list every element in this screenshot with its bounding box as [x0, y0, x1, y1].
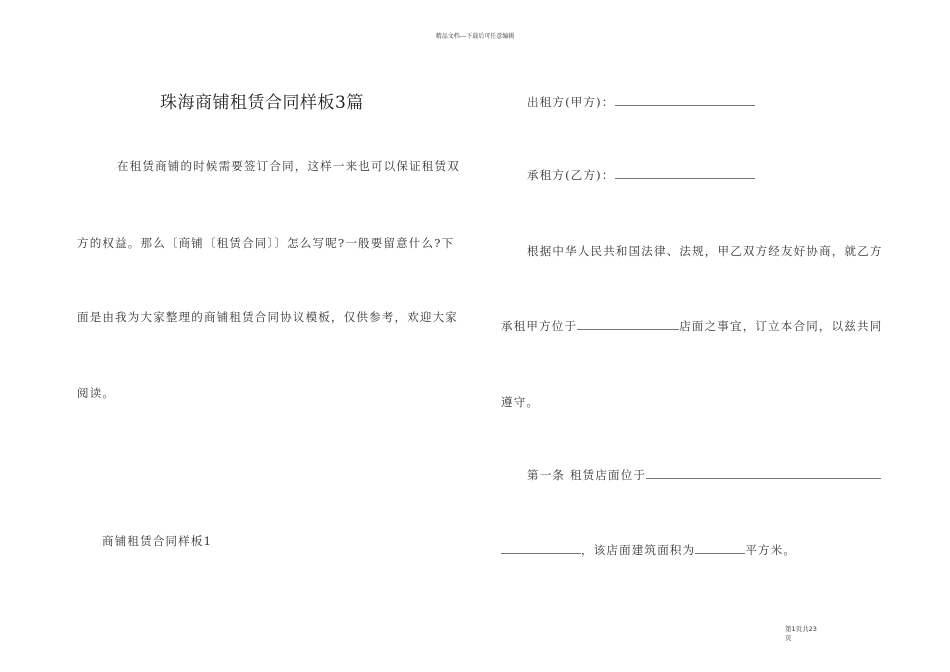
shop-address-blank: [646, 467, 881, 479]
area-unit: 平方米。: [745, 543, 797, 557]
page-number-line-2: 页: [785, 634, 792, 642]
agreement-text-part-a: 承租甲方位于: [501, 319, 578, 333]
lessor-line: [527, 94, 755, 110]
page-number-line-1: 第1页共23: [785, 625, 817, 633]
agreement-paragraph-line-1: 根据中华人民共和国法律、法规，甲乙双方经友好协商，就乙方: [527, 244, 883, 258]
article-one-label: 第一条 租赁店面位于: [527, 468, 647, 482]
shop-address-blank-continued: [501, 542, 581, 554]
area-blank: [695, 542, 745, 554]
intro-paragraph-line-3: 面是由我为大家整理的商铺租赁合同协议模板，仅供参考，欢迎大家: [77, 310, 458, 324]
location-blank: [577, 318, 679, 330]
page-number: [785, 625, 817, 643]
section-heading: 商铺租赁合同样板1: [102, 534, 213, 548]
lessee-label: 承租方(乙方)：: [527, 168, 615, 182]
agreement-text-part-b: 店面之事宜，订立本合同，以兹共同: [679, 319, 883, 333]
lessor-label: 出租方(甲方)：: [527, 95, 615, 109]
lessor-blank: [615, 94, 755, 106]
page-header-note: 精品文档---下载后可任意编辑: [435, 33, 515, 40]
intro-paragraph-line-4: 阅读。: [77, 386, 116, 400]
article-one-line-1: [527, 467, 881, 483]
lessee-line: [527, 167, 755, 183]
agreement-paragraph-line-3: 遵守。: [501, 395, 540, 409]
agreement-paragraph-line-2: [501, 318, 882, 334]
article-one-line-2: [501, 542, 796, 558]
document-title: 珠海商铺租赁合同样板3篇: [160, 93, 364, 113]
intro-paragraph-line-2: 方的权益。那么〔商铺〔租赁合同〕〕怎么写呢?一般要留意什么?下: [77, 236, 455, 250]
area-text: ，该店面建筑面积为: [581, 543, 696, 557]
lessee-blank: [615, 167, 755, 179]
intro-paragraph-line-1: 在租赁商铺的时候需要签订合同，这样一来也可以保证租赁双: [117, 159, 460, 173]
